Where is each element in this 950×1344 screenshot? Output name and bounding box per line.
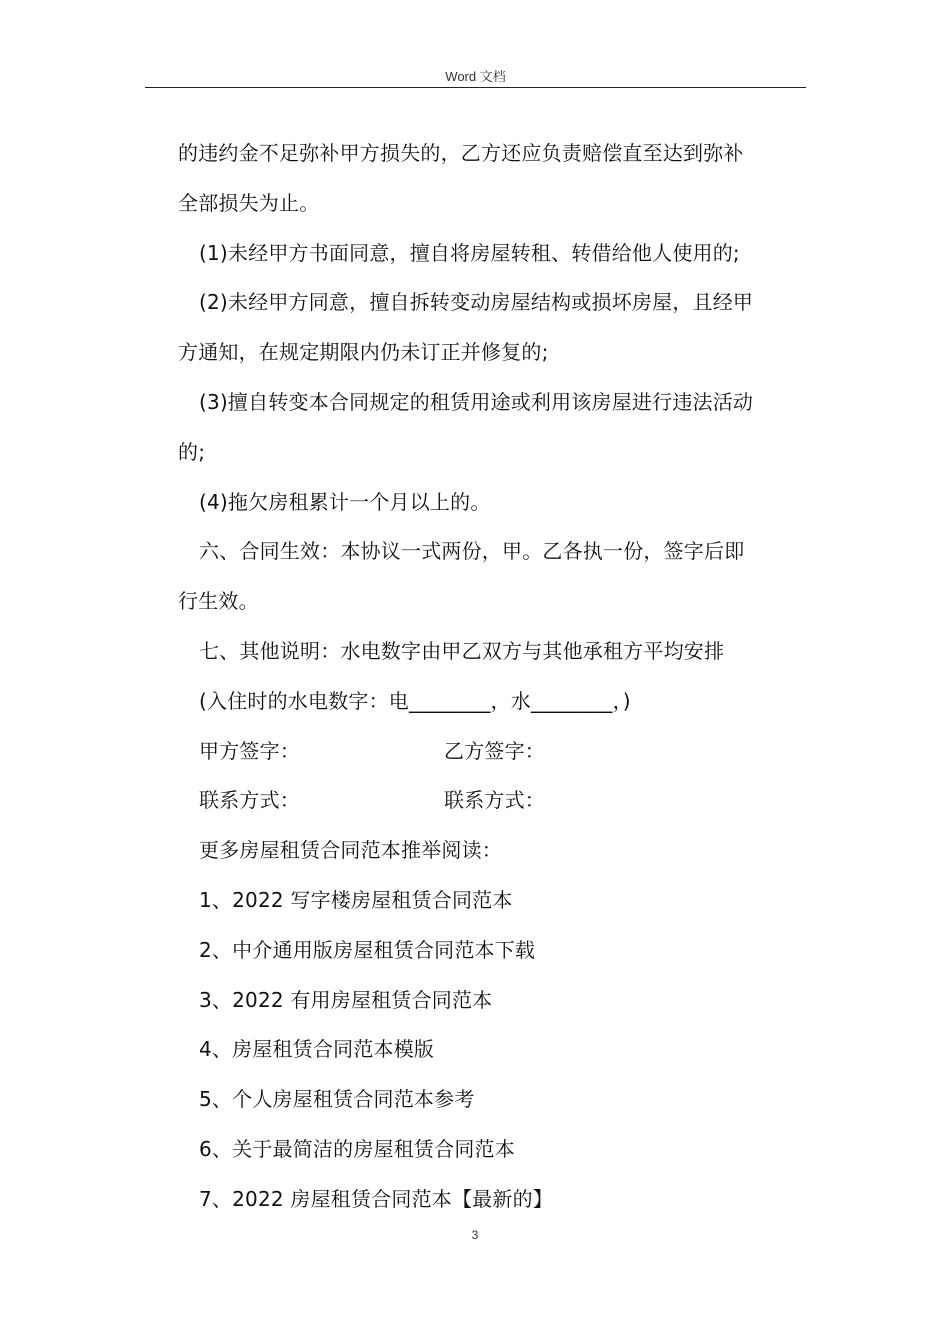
related-link-5[interactable]: 5、个人房屋租赁合同范本参考 <box>199 1087 475 1112</box>
related-link-1[interactable]: 1、2022 写字楼房屋租赁合同范本 <box>199 887 513 912</box>
party-a-signature-label: 甲方签字： <box>199 738 300 763</box>
more-reading-heading: 更多房屋租赁合同范本推举阅读： <box>199 838 502 863</box>
related-link-4[interactable]: 4、房屋租赁合同范本模版 <box>199 1037 435 1062</box>
paragraph-line: 方通知，在规定期限内仍未订正并修复的; <box>178 340 549 365</box>
party-a-contact-label: 联系方式： <box>199 788 300 813</box>
document-body <box>178 129 806 1225</box>
related-link-7[interactable]: 7、2022 房屋租赁合同范本【最新的】 <box>199 1186 553 1211</box>
clause-item-2: (2)未经甲方同意，擅自拆转变动房屋结构或损坏房屋，且经甲 <box>199 290 754 315</box>
utility-readings: (入住时的水电数字：电________，水________，) <box>199 688 631 713</box>
header-divider <box>145 87 806 88</box>
party-b-signature-label: 乙方签字： <box>444 738 545 763</box>
related-link-3[interactable]: 3、2022 有用房屋租赁合同范本 <box>199 987 493 1012</box>
signature-row <box>178 727 806 777</box>
party-b-contact-label: 联系方式： <box>444 788 545 813</box>
paragraph-line: 行生效。 <box>178 589 259 614</box>
page-number: 3 <box>471 1228 479 1242</box>
related-link-6[interactable]: 6、关于最简洁的房屋租赁合同范本 <box>199 1136 515 1161</box>
paragraph-line: 的违约金不足弥补甲方损失的，乙方还应负责赔偿直至达到弥补 <box>178 141 744 165</box>
related-link-2[interactable]: 2、中介通用版房屋租赁合同范本下载 <box>199 937 536 962</box>
section-seven: 七、其他说明：水电数字由甲乙双方与其他承租方平均安排 <box>199 638 725 663</box>
section-six: 六、合同生效：本协议一式两份，甲。乙各执一份，签字后即 <box>199 539 745 564</box>
contact-row <box>178 776 806 826</box>
page-header: Word 文档 <box>445 69 506 84</box>
clause-item-4: (4)拖欠房租累计一个月以上的。 <box>199 489 491 514</box>
clause-item-3: (3)擅自转变本合同规定的租赁用途或利用该房屋进行违法活动 <box>199 389 754 414</box>
paragraph-line: 的; <box>178 439 206 464</box>
clause-item-1: (1)未经甲方书面同意，擅自将房屋转租、转借给他人使用的; <box>199 240 740 265</box>
paragraph-line: 全部损失为止。 <box>178 190 320 215</box>
